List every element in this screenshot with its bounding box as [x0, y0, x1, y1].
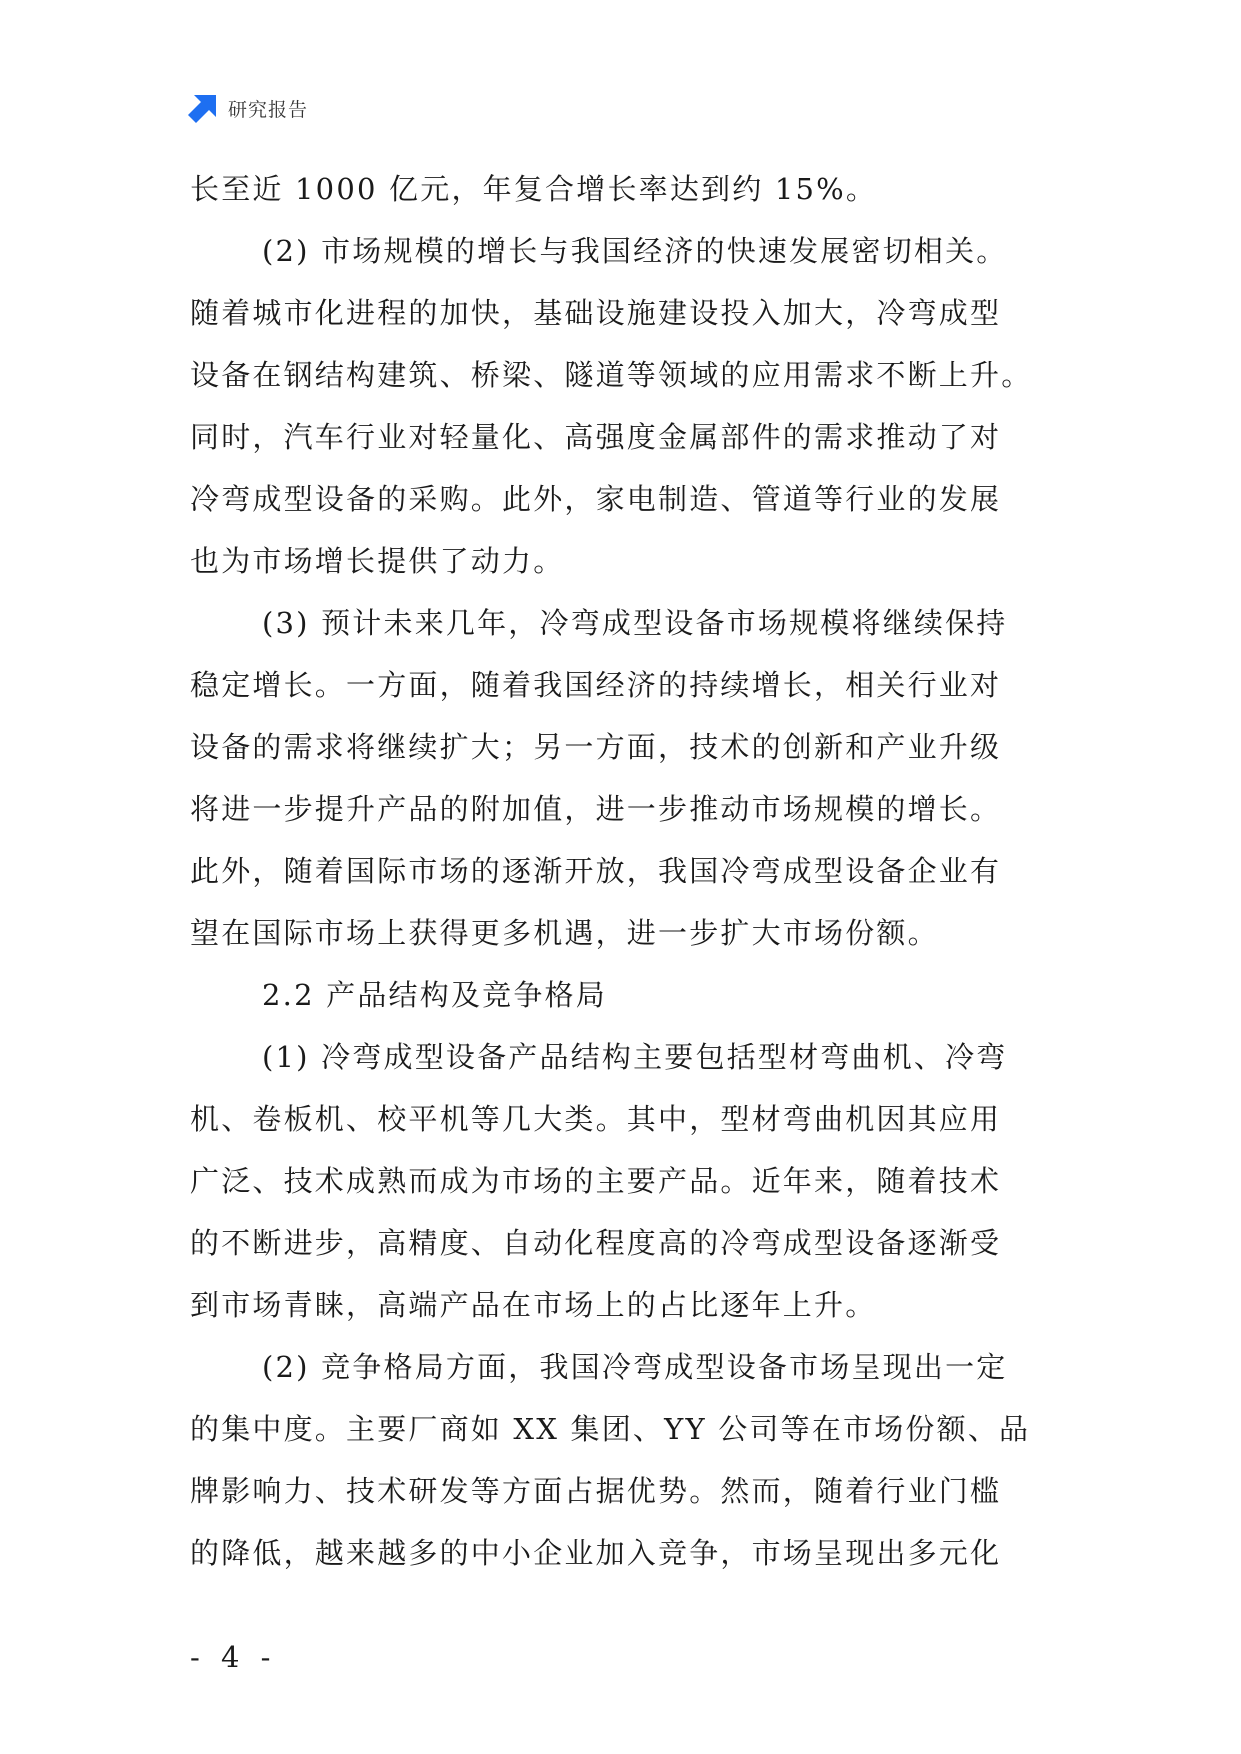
text-line: 将进一步提升产品的附加值，进一步推动市场规模的增长。 — [190, 792, 1002, 826]
text-line: 同时，汽车行业对轻量化、高强度金属部件的需求推动了对 — [190, 420, 1002, 454]
text-line: 稳定增长。一方面，随着我国经济的持续增长，相关行业对 — [190, 668, 1002, 702]
paragraph-start: (2) 市场规模的增长与我国经济的快速发展密切相关。 — [262, 234, 1008, 268]
text-line: 机、卷板机、校平机等几大类。其中，型材弯曲机因其应用 — [190, 1102, 1002, 1136]
text-line: 随着城市化进程的加快，基础设施建设投入加大，冷弯成型 — [190, 296, 1002, 330]
page-number: - 4 - — [190, 1640, 277, 1674]
paragraph-start: (2) 竞争格局方面，我国冷弯成型设备市场呈现出一定 — [262, 1350, 1008, 1384]
text-line: 牌影响力、技术研发等方面占据优势。然而，随着行业门槛 — [190, 1474, 1002, 1508]
arrow-up-right-icon — [188, 93, 218, 123]
text-line: 的降低，越来越多的中小企业加入竞争，市场呈现出多元化 — [190, 1536, 1002, 1570]
text-line: 广泛、技术成熟而成为市场的主要产品。近年来，随着技术 — [190, 1164, 1002, 1198]
paragraph-start: (3) 预计未来几年，冷弯成型设备市场规模将继续保持 — [262, 606, 1008, 640]
text-line: 此外，随着国际市场的逐渐开放，我国冷弯成型设备企业有 — [190, 854, 1002, 888]
text-line: 的不断进步，高精度、自动化程度高的冷弯成型设备逐渐受 — [190, 1226, 1002, 1260]
body-text — [190, 158, 1070, 1584]
report-title: 研究报告 — [228, 98, 309, 121]
text-line: 长至近 1000 亿元，年复合增长率达到约 15%。 — [190, 172, 878, 206]
text-line: 的集中度。主要厂商如 XX 集团、YY 公司等在市场份额、品 — [190, 1412, 1031, 1446]
text-line: 望在国际市场上获得更多机遇，进一步扩大市场份额。 — [190, 916, 939, 950]
text-line: 冷弯成型设备的采购。此外，家电制造、管道等行业的发展 — [190, 482, 1002, 516]
section-heading: 2.2 产品结构及竞争格局 — [262, 978, 607, 1012]
paragraph-start: (1) 冷弯成型设备产品结构主要包括型材弯曲机、冷弯 — [262, 1040, 1008, 1074]
text-line: 也为市场增长提供了动力。 — [190, 544, 565, 578]
text-line: 到市场青睐，高端产品在市场上的占比逐年上升。 — [190, 1288, 877, 1322]
text-line: 设备在钢结构建筑、桥梁、隧道等领域的应用需求不断上升。 — [190, 358, 1033, 392]
report-header — [188, 88, 308, 128]
text-line: 设备的需求将继续扩大；另一方面，技术的创新和产业升级 — [190, 730, 1002, 764]
